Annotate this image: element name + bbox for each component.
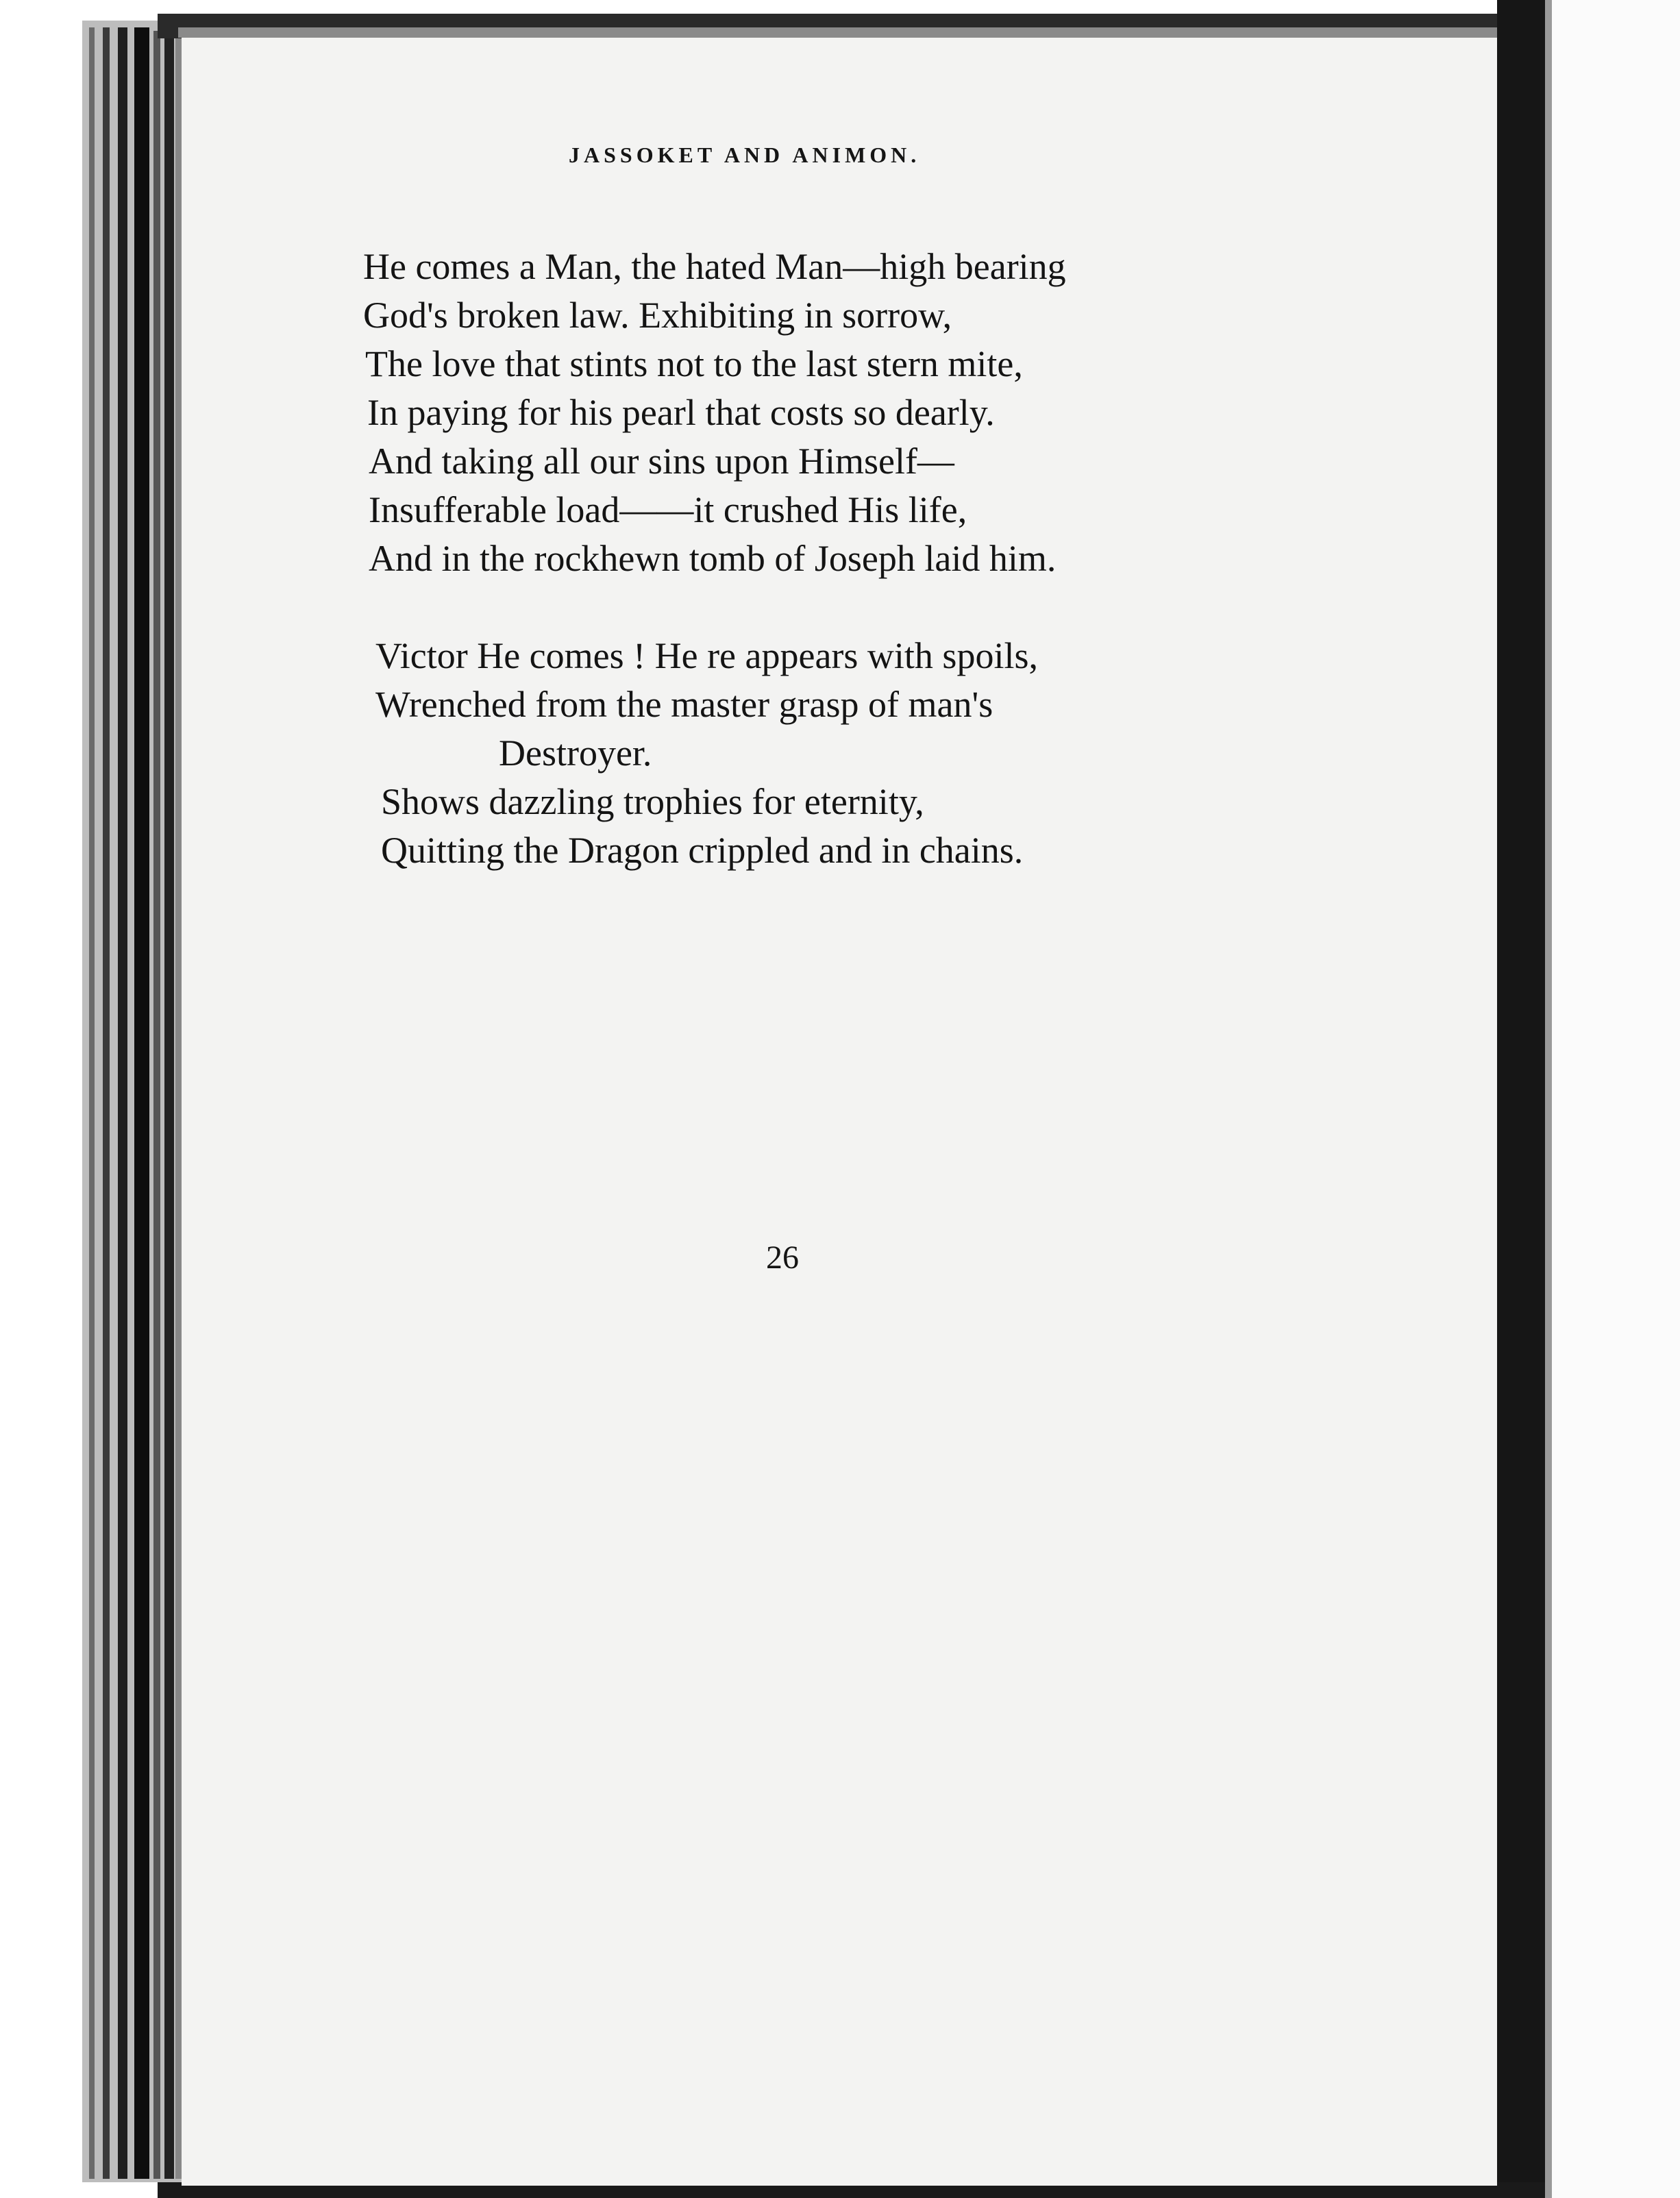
- poem-line: Shows dazzling trophies for eternity,: [381, 781, 924, 822]
- poem-line: And in the rockhewn tomb of Joseph laid him.: [369, 538, 1057, 579]
- page-number: 26: [766, 1239, 799, 1276]
- running-head: JASSOKET AND ANIMON.: [569, 143, 921, 167]
- poem-line: Wrenched from the master grasp of man's: [375, 684, 993, 725]
- poem-line: Destroyer.: [499, 732, 652, 774]
- poem-line: God's broken law. Exhibiting in sorrow,: [363, 295, 952, 336]
- poem-line: He comes a Man, the hated Man—high bearing: [363, 246, 1066, 287]
- poem-line: In paying for his pearl that costs so dearly.: [367, 392, 995, 433]
- poem-line: Victor He comes ! He re appears with spoils,: [375, 635, 1038, 676]
- poem-line: The love that stints not to the last stern mite,: [365, 343, 1023, 384]
- poem-line: Insufferable load——it crushed His life,: [369, 489, 967, 530]
- poem-line: Quitting the Dragon crippled and in chains.: [381, 830, 1024, 871]
- poem-line: And taking all our sins upon Himself—: [369, 441, 954, 482]
